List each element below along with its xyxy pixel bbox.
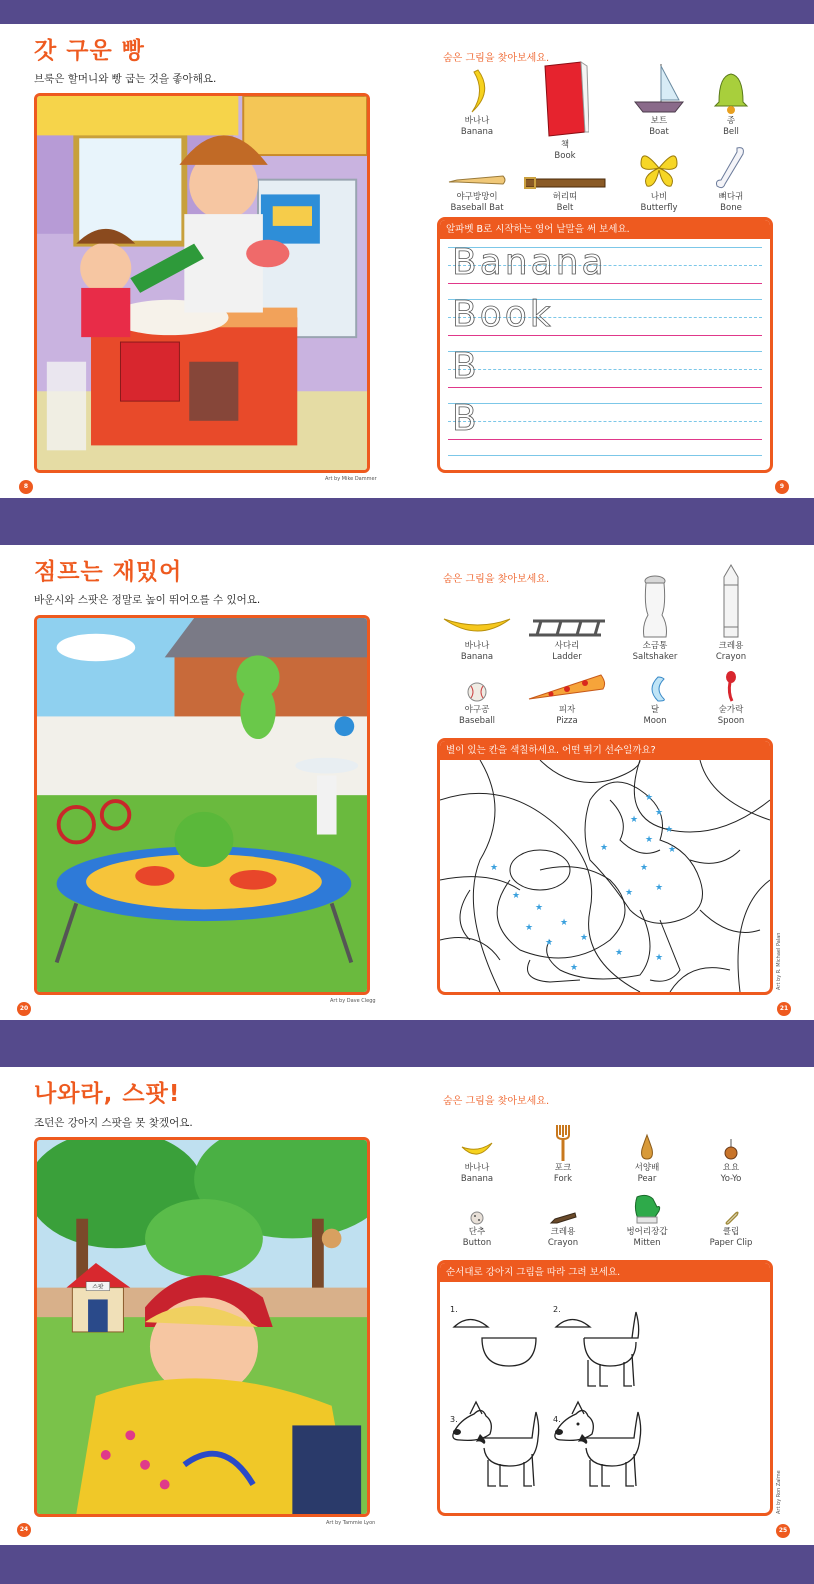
spoon-icon	[724, 671, 738, 703]
page-title: 점프는 재밌어	[34, 559, 183, 585]
svg-text:★: ★	[512, 891, 521, 901]
svg-text:★: ★	[490, 863, 499, 873]
svg-text:★: ★	[655, 808, 664, 818]
moon-icon	[644, 675, 666, 703]
find-item-pear: 서양배 Pear	[602, 1121, 692, 1185]
trace-word-4: B	[452, 398, 480, 439]
svg-text:★: ★	[655, 953, 664, 963]
find-item-moon: 달 Moon	[610, 673, 700, 727]
book-icon	[541, 60, 589, 138]
backyard-illustration	[34, 615, 370, 995]
find-item-banana: 바나나 Banana	[432, 1121, 522, 1185]
pizza-icon	[527, 673, 607, 703]
find-item-button: 단추 Button	[432, 1195, 522, 1249]
find-item-crayon: 크레용 Crayon	[518, 1195, 608, 1249]
art-credit: Art by Mike Dammer	[325, 476, 377, 482]
crayon-icon	[720, 563, 742, 639]
banana-icon	[442, 613, 512, 639]
find-item-paperclip: 클립 Paper Clip	[686, 1195, 776, 1249]
svg-text:★: ★	[645, 835, 654, 845]
trace-word-1: Banana	[452, 242, 607, 283]
bone-icon	[715, 144, 747, 190]
find-item-baseball: 야구공 Baseball	[432, 673, 522, 727]
find-item-pizza: 피자 Pizza	[522, 673, 612, 727]
page-number-left: 24	[17, 1523, 31, 1537]
find-item-belt: 허리띠 Belt	[520, 156, 610, 214]
page-number-left: 20	[17, 1002, 31, 1016]
banana-icon	[460, 1139, 494, 1161]
panel-heading: 별이 있는 칸을 색칠하세요. 어떤 뛰기 선수일까요?	[440, 741, 770, 760]
art-credit: Art by Tammie Lyon	[326, 1520, 376, 1526]
find-item-banana: 바나나 Banana	[432, 603, 522, 663]
svg-text:★: ★	[570, 963, 579, 973]
page-title: 갓 구운 빵	[34, 38, 145, 64]
find-item-book: 책 Book	[520, 58, 610, 162]
page-number-left: 8	[19, 480, 33, 494]
spread-jump	[0, 545, 814, 1020]
find-item-bell: 종 Bell	[686, 68, 776, 138]
find-heading: 숨은 그림을 찾아보세요.	[443, 53, 550, 64]
side-art-credit: Art by R. Michael Palan	[776, 932, 782, 990]
page-number-right: 21	[777, 1002, 791, 1016]
find-item-banana: 바나나 Banana	[432, 66, 522, 138]
step-number-2: 2.	[553, 1305, 561, 1314]
bottom-band	[0, 1545, 814, 1584]
svg-text:★: ★	[645, 793, 654, 803]
find-item-ladder: 사다리 Ladder	[522, 603, 612, 663]
svg-text:★: ★	[535, 903, 544, 913]
svg-text:★: ★	[545, 938, 554, 948]
garden-illustration	[34, 1137, 370, 1517]
page-title: 나와라, 스팟!	[34, 1081, 181, 1107]
art-credit: Art by Dave Clegg	[330, 998, 376, 1004]
find-item-saltshaker: 소금통 Saltshaker	[610, 573, 700, 663]
page-number-right: 9	[775, 480, 789, 494]
svg-text:★: ★	[668, 845, 677, 855]
mitten-icon	[631, 1193, 663, 1225]
find-item-yoyo: 요요 Yo-Yo	[686, 1121, 776, 1185]
find-heading: 숨은 그림을 찾아보세요.	[443, 574, 550, 585]
saltshaker-icon	[640, 575, 670, 639]
find-item-bone: 뼈다귀 Bone	[686, 142, 776, 214]
find-item-mitten: 벙어리장갑 Mitten	[602, 1189, 692, 1249]
button-icon	[470, 1211, 484, 1225]
paperclip-icon	[723, 1211, 739, 1225]
find-item-spoon: 숟가락 Spoon	[686, 669, 776, 727]
ladder-icon	[527, 617, 607, 639]
panel-heading: 알파벳 B로 시작하는 영어 낱말을 써 보세요.	[440, 220, 770, 239]
color-by-star-puzzle	[440, 760, 770, 992]
svg-text:★: ★	[580, 933, 589, 943]
svg-text:★: ★	[665, 825, 674, 835]
tracing-panel	[437, 217, 773, 473]
yoyo-icon	[723, 1139, 739, 1161]
panel-heading: 순서대로 강아지 그림을 따라 그려 보세요.	[440, 1263, 770, 1282]
banana-icon	[460, 68, 494, 114]
svg-text:★: ★	[615, 948, 624, 958]
svg-text:★: ★	[560, 918, 569, 928]
find-item-baseball-bat: 야구방망이 Baseball Bat	[432, 156, 522, 214]
crayon-icon	[549, 1211, 577, 1225]
svg-text:★: ★	[525, 923, 534, 933]
svg-text:★: ★	[640, 863, 649, 873]
draw-dog-panel	[437, 1260, 773, 1516]
baseball-icon	[466, 681, 488, 703]
dog-drawing-steps	[440, 1282, 770, 1516]
belt-icon	[523, 176, 607, 190]
svg-text:★: ★	[625, 888, 634, 898]
page-subtitle: 바운시와 스팟은 정말로 높이 뛰어오를 수 있어요.	[34, 594, 261, 606]
top-band	[0, 0, 814, 24]
pear-icon	[638, 1133, 656, 1161]
color-by-star-panel	[437, 738, 773, 995]
find-item-crayon: 크레용 Crayon	[686, 561, 776, 663]
spread-bread	[0, 24, 814, 498]
spread-find-spot	[0, 1067, 814, 1545]
boat-icon	[631, 62, 687, 114]
svg-text:★: ★	[630, 815, 639, 825]
trace-word-3: B	[452, 346, 480, 387]
page-subtitle: 브룩은 할머니와 빵 굽는 것을 좋아해요.	[34, 73, 217, 85]
doghouse-label: 스팟	[92, 1284, 104, 1291]
svg-text:★: ★	[600, 843, 609, 853]
find-heading: 숨은 그림을 찾아보세요.	[443, 1096, 550, 1107]
find-item-butterfly: 나비 Butterfly	[614, 142, 704, 214]
page-number-right: 25	[776, 1524, 790, 1538]
step-number-3: 3.	[450, 1415, 458, 1424]
trace-word-2: Book	[452, 294, 554, 335]
find-item-fork: 포크 Fork	[518, 1121, 608, 1185]
kitchen-illustration	[34, 93, 370, 473]
fork-icon	[555, 1123, 571, 1161]
divider-band-2	[0, 1020, 814, 1067]
baseball-bat-icon	[447, 170, 507, 190]
bell-icon	[713, 70, 749, 114]
side-art-credit: Art by Ron Zalme	[776, 1470, 782, 1514]
step-number-1: 1.	[450, 1305, 458, 1314]
step-number-4: 4.	[553, 1415, 561, 1424]
page-subtitle: 조던은 강아지 스팟을 못 찾겠어요.	[34, 1117, 193, 1129]
divider-band-1	[0, 498, 814, 545]
svg-text:★: ★	[655, 883, 664, 893]
butterfly-icon	[637, 146, 681, 190]
find-item-boat: 보트 Boat	[614, 62, 704, 138]
